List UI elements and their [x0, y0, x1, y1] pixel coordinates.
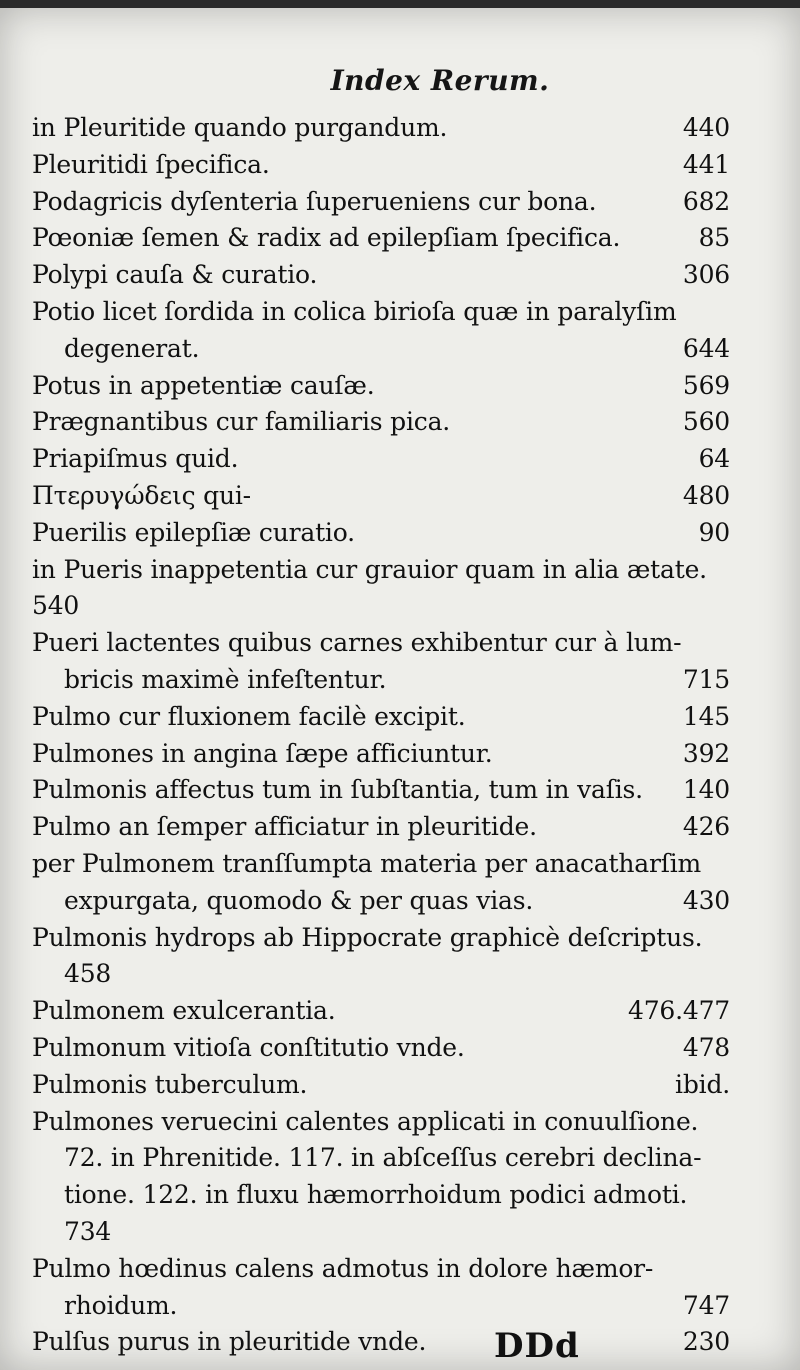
entry-text: Πτερυγώδεις qui- [32, 480, 251, 510]
entry-text: bricis maximè infeſtentur. [64, 664, 387, 694]
entry-text: Prægnantibus cur familiaris pica. [32, 407, 451, 437]
entry-text: in Pueris inappetentia cur grauior quam in alia ætate. [32, 554, 707, 584]
entry-text: per Pulmonem tranſſumpta materia per anacatharſim [32, 848, 702, 878]
entry-page: 426 [682, 812, 730, 842]
entry-text: tione. 122. in fluxu hæmorrhoidum podici admoti. [64, 1180, 688, 1210]
entry-page: 145 [682, 701, 730, 731]
index-entry [32, 478, 730, 515]
entry-text: in Pleuritide quando purgandum. [32, 113, 448, 142]
index-entry [32, 368, 730, 405]
entry-page: 476.477 [628, 996, 730, 1026]
entry-page: 560 [682, 407, 730, 437]
page-top-edge [0, 0, 800, 8]
index-entry [32, 1104, 730, 1141]
entry-text: Pulmones in angina ſæpe afficiuntur. [32, 738, 493, 768]
entry-text: Podagricis dyſenteria ſuperueniens cur bona. [32, 186, 597, 216]
entry-page: 441 [682, 149, 730, 179]
running-header: Index Rerum. [330, 64, 550, 97]
index-entry-continuation [32, 662, 730, 699]
index-entry [32, 699, 730, 736]
index-entry [32, 515, 730, 552]
entry-page: 540 [32, 591, 80, 621]
entry-text: Pulſus purus in pleuritide vnde. [32, 1327, 427, 1357]
index-entry [32, 809, 730, 846]
entry-text: Puerilis epilepſiæ curatio. [32, 517, 355, 547]
entry-text: Potus in appetentiæ cauſæ. [32, 370, 375, 400]
index-entry-continuation [32, 1140, 730, 1177]
entry-text: Pulmo an ſemper afficiatur in pleuritide. [32, 812, 537, 842]
index-entry [32, 294, 730, 331]
index-entry [32, 1251, 730, 1288]
entry-page: 430 [682, 885, 730, 915]
index-entry [32, 404, 730, 441]
entry-page: 478 [682, 1032, 730, 1062]
entry-page: 230 [682, 1327, 730, 1357]
entry-page: 715 [682, 664, 730, 694]
entry-page: 440 [682, 113, 730, 142]
index-entry [32, 220, 730, 257]
index-entry [32, 625, 730, 662]
entry-page: 747 [682, 1290, 730, 1320]
index-entry [32, 1030, 730, 1067]
index-entry [32, 184, 730, 221]
index-entries [32, 110, 730, 1361]
entry-text: Pulmonum vitioſa conſtitutio vnde. [32, 1032, 465, 1062]
index-entry [32, 846, 730, 883]
entry-text: Pleuritidi ſpecifica. [32, 149, 270, 179]
entry-text: rhoidum. [64, 1290, 178, 1320]
entry-page: 90 [698, 517, 730, 547]
entry-page: 458 [64, 959, 112, 989]
entry-page: 480 [682, 480, 730, 510]
index-entry [32, 441, 730, 478]
entry-text: Priapiſmus quid. [32, 444, 239, 474]
index-entry [32, 772, 730, 809]
entry-text: Pulmonis tuberculum. [32, 1069, 308, 1099]
index-entry [32, 257, 730, 294]
index-entry [32, 147, 730, 184]
index-entry [32, 736, 730, 773]
entry-page: 306 [682, 260, 730, 290]
entry-page: 569 [682, 370, 730, 400]
index-entry [32, 552, 730, 626]
index-entry [32, 920, 730, 994]
index-entry-continuation [32, 331, 730, 368]
entry-page: 64 [698, 444, 730, 474]
entry-page: ibid. [675, 1069, 730, 1099]
entry-page: 644 [682, 333, 730, 363]
index-entry [32, 993, 730, 1030]
entry-text: expurgata, quomodo & per quas vias. [64, 885, 534, 915]
entry-page: 85 [698, 223, 730, 253]
entry-page: 140 [682, 775, 730, 805]
index-entry-continuation [32, 1177, 730, 1251]
index-entry-continuation [32, 883, 730, 920]
entry-text: 72. in Phrenitide. 117. in abſceſſus cerebri declina- [64, 1143, 702, 1173]
entry-text: Pœoniæ ſemen & radix ad epilepſiam ſpecifica. [32, 223, 621, 253]
entry-text: degenerat. [64, 333, 200, 363]
index-entry [32, 1067, 730, 1104]
book-page [0, 8, 800, 1370]
entry-text: Pulmonis hydrops ab Hippocrate graphicè deſcriptus. [32, 922, 703, 952]
index-entry [32, 110, 730, 147]
index-entry [32, 1324, 730, 1361]
entry-text: Pulmonem exulcerantia. [32, 996, 336, 1026]
entry-page: 392 [682, 738, 730, 768]
entry-text: Pueri lactentes quibus carnes exhibentur cur à lum- [32, 628, 682, 658]
entry-text: Potio licet ſordida in colica birioſa quæ in paralyſim [32, 296, 677, 326]
entry-text: Polypi cauſa & curatio. [32, 260, 318, 290]
signature-mark: DDd [494, 1326, 580, 1366]
entry-text: Pulmones veruecini calentes applicati in conuulſione. [32, 1106, 699, 1136]
entry-text: Pulmo hœdinus calens admotus in dolore hæmor- [32, 1253, 654, 1283]
entry-page: 734 [64, 1216, 112, 1246]
index-entry-continuation [32, 1288, 730, 1325]
entry-page: 682 [682, 186, 730, 216]
entry-text: Pulmonis affectus tum in ſubſtantia, tum in vaſis. [32, 775, 643, 805]
entry-text: Pulmo cur fluxionem facilè excipit. [32, 701, 466, 731]
